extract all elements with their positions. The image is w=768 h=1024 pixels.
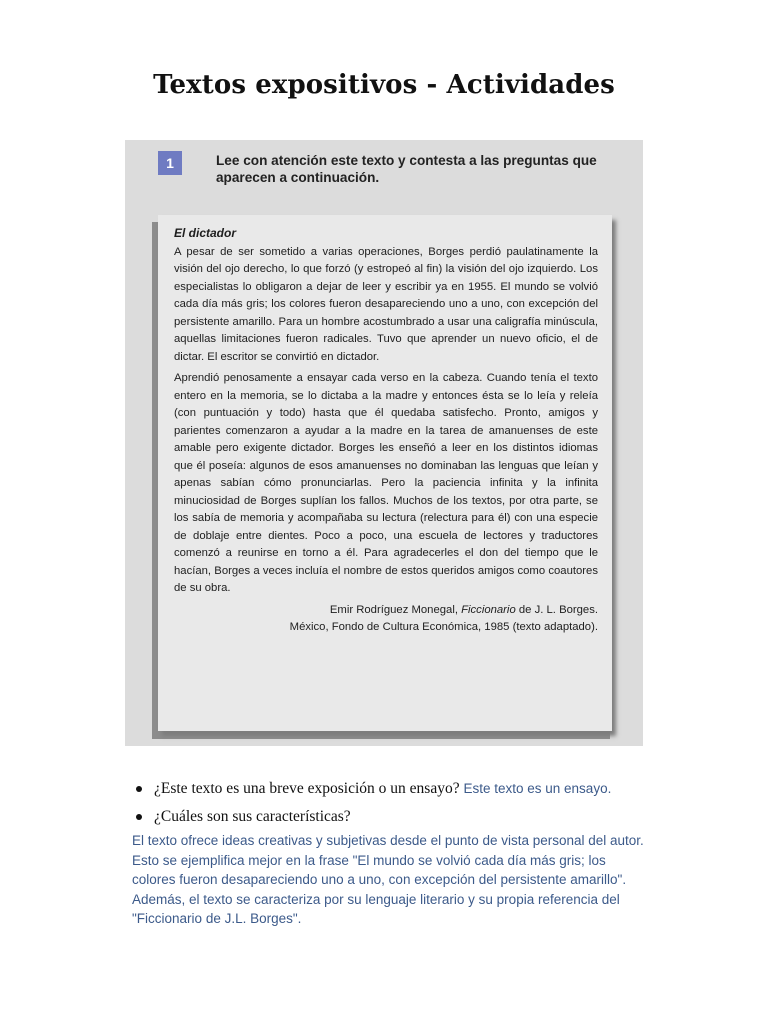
question-text: ¿Cuáles son sus características? [154, 808, 351, 825]
source-publisher: México, Fondo de Cultura Económica, 1985 (texto adaptado). [289, 621, 598, 633]
exercise-number-badge: 1 [158, 151, 182, 175]
text-title: El dictador [174, 226, 237, 240]
answer-block: El texto ofrece ideas creativas y subjetivas desde el punto de vista personal del autor. Esto se ejemplifica mejor en la frase "El mundo se volvió cada día más gris; los colores fueron desapareciendo uno a uno, con excepción del persistente amarillo". Además, el texto se caracteriza por su lenguaje literario y su propia referencia del "Ficcionario de J.L. Borges". [132, 833, 644, 926]
bullet-icon [136, 814, 142, 820]
question-text: ¿Este texto es una breve exposición o un ensayo? [154, 780, 460, 797]
text-source [174, 602, 598, 637]
page-title: Textos expositivos - Actividades [153, 70, 615, 100]
text-card [158, 215, 612, 731]
text-paragraph: A pesar de ser sometido a varias operaciones, Borges perdió paulatinamente la visión del ojo derecho, lo que forzó (y estropeó al fin) la visión del ojo izquierdo. Los especialistas lo obligaron a dejar de leer y escribir ya en 1955. El mundo se volvió cada día más gris; los colores fueron desapareciendo uno a uno, con excepción del persistente amarillo. Para un hombre acostumbrado a usar una caligrafía minúscula, aquellas limitaciones fueron radicales. Tuvo que aprender un nuevo oficio, el de dictar. El escritor se convirtió en dictador. [174, 245, 598, 363]
answer-text: Este texto es un ensayo. [463, 781, 612, 796]
source-work-suffix: de J. L. Borges. [515, 603, 598, 616]
question-list [134, 779, 754, 835]
question-item [134, 807, 754, 827]
exercise-instruction: Lee con atención este texto y contesta a las preguntas que aparecen a continuación. [216, 153, 597, 185]
bullet-icon [136, 786, 142, 792]
textbook-scan-image [125, 140, 643, 746]
source-author: Emir Rodríguez Monegal, [329, 603, 462, 616]
text-paragraph: Aprendió penosamente a ensayar cada verso en la cabeza. Cuando tenía el texto entero en la memoria, se lo dictaba a la madre y entonces ésta se lo leía y releía (con puntuación y todo) hasta que él quedaba satisfecho. Pronto, amigos y parientes comenzaron a ayudar a la madre en la tarea de amanuenses de este amable pero exigente dictador. Borges les enseñó a leer en los distintos idiomas que él poseía: algunos de esos amanuenses no dominaban las lenguas que leían y apenas sabían cómo pronunciarlas. Pero la paciencia infinita y la infinita minuciosidad de Borges suplían los fallos. Muchos de los textos, por otra parte, se los sabía de memoria y acompañaba su lectura (relectura para él) con una especie de doblaje entre dientes. Poco a poco, una escuela de lectores y traductores comenzó a reunirse en torno a él. Para agradecerles el don del tiempo que le hacían, Borges a veces incluía el nombre de estos queridos amigos como coautores de su obra. [174, 372, 598, 594]
source-work: Ficcionario [461, 603, 516, 616]
source-line-1 [174, 602, 598, 620]
question-item [134, 779, 754, 799]
